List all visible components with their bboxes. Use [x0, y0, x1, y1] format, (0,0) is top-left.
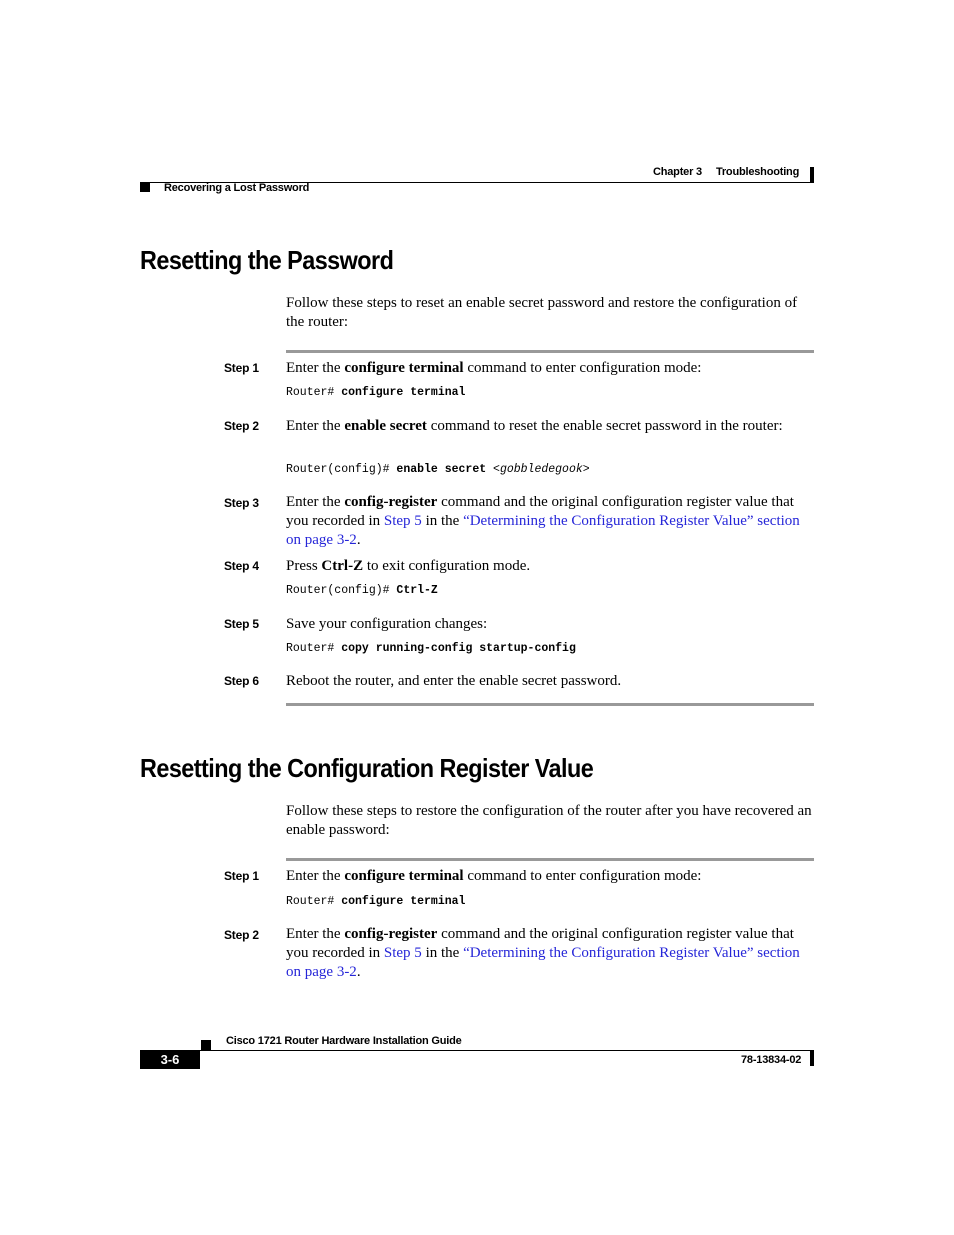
header-bar — [810, 167, 814, 183]
step-label: Step 3 — [224, 496, 259, 510]
footer-guide-title: Cisco 1721 Router Hardware Installation Guide — [226, 1035, 462, 1047]
section-heading-resetting-password: Resetting the Password — [140, 245, 394, 275]
step-label: Step 2 — [224, 928, 259, 942]
running-header-section: Recovering a Lost Password — [164, 182, 310, 194]
step-text: Enter the configure terminal command to enter configuration mode: — [286, 360, 702, 376]
step-label: Step 5 — [224, 617, 259, 631]
header-square-marker — [140, 183, 150, 192]
running-header-chapter — [653, 166, 799, 178]
procedure-top-rule — [286, 350, 814, 353]
step-text: Enter the enable secret command to reset the enable secret password in the router: — [286, 418, 783, 434]
document-number: 78-13834-02 — [741, 1054, 802, 1066]
step-text: Enter the config-register command and the original configuration register value that you recorded in Step 5 in the “Determining the Configuration Register Value” section on page 3-2. — [286, 926, 800, 980]
step5-link[interactable]: Step 5 — [383, 513, 422, 529]
step-text: Reboot the router, and enter the enable secret password. — [286, 673, 622, 689]
step-label: Step 2 — [224, 419, 259, 433]
footer-square-marker — [201, 1040, 211, 1050]
footer-bar — [810, 1051, 814, 1066]
procedure-top-rule — [286, 858, 814, 861]
step-text: Save your configuration changes: — [286, 616, 488, 632]
section2-intro: Follow these steps to restore the configuration of the router after you have recovered an enable password: — [286, 803, 812, 838]
chapter-title: Troubleshooting — [715, 166, 800, 178]
chapter-number: Chapter 3 — [653, 166, 702, 178]
step-text: Enter the config-register command and the original configuration register value that you recorded in Step 5 in the “Determining the Configuration Register Value” section on page 3-2. — [286, 494, 800, 548]
code-line: Router# configure terminal — [286, 895, 466, 908]
code-line: Router(config)# enable secret <gobbledegook> — [286, 463, 590, 476]
step-label: Step 1 — [224, 361, 259, 375]
step-text: Press Ctrl-Z to exit configuration mode. — [286, 558, 531, 574]
step-label: Step 1 — [224, 869, 259, 883]
step5-link[interactable]: Step 5 — [383, 945, 422, 961]
footer-rule — [140, 1050, 814, 1051]
procedure-bottom-rule — [286, 703, 814, 706]
code-line: Router(config)# Ctrl-Z — [286, 584, 438, 597]
section1-intro: Follow these steps to reset an enable secret password and restore the configuration of the router: — [286, 295, 798, 330]
step-label: Step 6 — [224, 674, 259, 688]
determining-config-register-link[interactable]: “Determining the Configuration Register Value” section on page 3-2 — [286, 945, 800, 980]
section-heading-resetting-config-register: Resetting the Configuration Register Value — [140, 753, 594, 783]
code-line: Router# copy running-config startup-config — [286, 642, 576, 655]
step-label: Step 4 — [224, 559, 259, 573]
determining-config-register-link[interactable]: “Determining the Configuration Register Value” section on page 3-2 — [286, 513, 800, 548]
code-line: Router# configure terminal — [286, 386, 466, 399]
page-number: 3-6 — [140, 1051, 200, 1069]
step-text: Enter the configure terminal command to enter configuration mode: — [286, 868, 702, 884]
